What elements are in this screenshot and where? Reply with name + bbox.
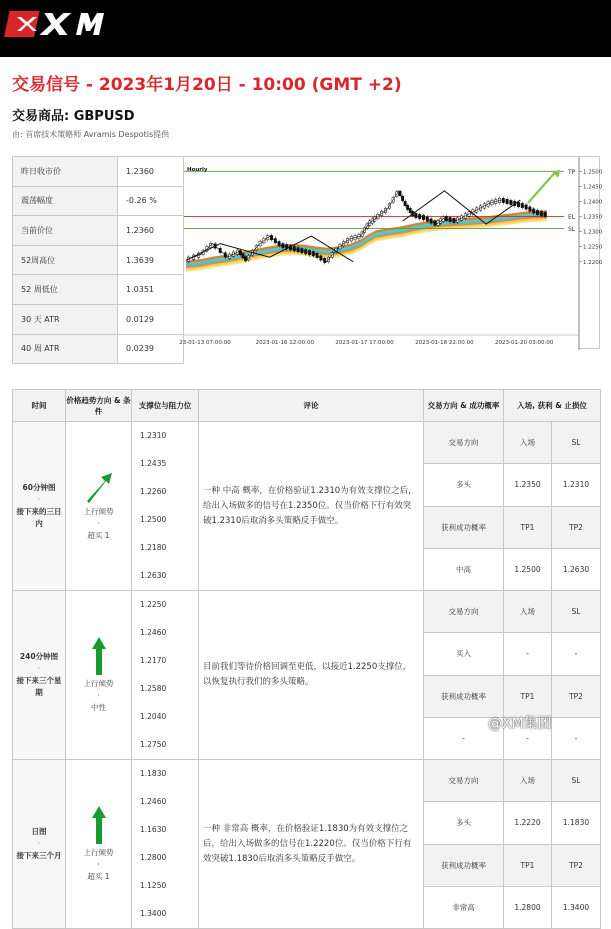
y-tick-label: 1.2300 — [583, 229, 603, 236]
trade-detail-cell: - — [424, 717, 504, 759]
level-pair — [140, 760, 198, 816]
resistance-level: 1.2800 — [140, 853, 167, 862]
trade-detail-cell: TP1 — [504, 506, 552, 548]
comment-cell: 一种 中高 概率，在价格验证1.2310为有效支撑位之后，给出入场做多的信号在1.2350位。仅当价格下行有效突破1.2310后取消多头策略反手做空。 — [199, 422, 424, 591]
trade-detail-cell: 获利成功概率 — [424, 675, 504, 717]
header-entry: 入场, 获利 & 止损位 — [504, 390, 601, 422]
level-pair — [140, 534, 198, 590]
trend-cell — [66, 591, 132, 760]
resistance-level: 1.2435 — [140, 459, 167, 468]
trade-detail-cell: TP1 — [504, 844, 552, 886]
trade-detail-cell: 获利成功概率 — [424, 506, 504, 548]
timeframe-cell — [13, 422, 66, 591]
condition-label: 超买 1 — [87, 872, 110, 881]
levels-cell — [132, 422, 199, 591]
separator-dot: · — [37, 495, 41, 504]
stat-label: 52周高位 — [13, 245, 118, 275]
author-byline: 由: 首席技术策略师 Avramis Despotis提供 — [12, 130, 170, 139]
level-pair — [140, 591, 198, 647]
resistance-level: 1.2580 — [140, 684, 167, 693]
y-tick-label: 1.2350 — [583, 214, 603, 221]
stat-value: -0.26 % — [118, 186, 184, 216]
trade-detail-cell: - — [504, 717, 552, 759]
trade-detail-cell: TP2 — [552, 506, 601, 548]
trade-detail-cell: 1.2220 — [504, 802, 552, 844]
stats-row — [13, 186, 184, 216]
signal-subrow — [13, 591, 601, 633]
resistance-level: 1.3400 — [140, 909, 167, 918]
support-level: 1.1250 — [140, 881, 167, 890]
trade-detail-cell: 入场 — [504, 422, 552, 464]
stats-row — [13, 275, 184, 305]
stat-label: 30 天 ATR — [13, 304, 118, 334]
trade-detail-cell: 1.2310 — [552, 464, 601, 506]
timeframe-cell — [13, 760, 66, 929]
trade-detail-cell: 1.2350 — [504, 464, 552, 506]
x-tick-label: 2023-01-16 12:00:00 — [255, 340, 315, 346]
trade-detail-cell: 1.2630 — [552, 548, 601, 590]
header-levels: 支撑位与阻力位 — [132, 390, 199, 422]
xm-logo[interactable] — [10, 9, 105, 39]
arrow-up-right-icon — [84, 470, 114, 504]
stat-label: 52 周低位 — [13, 275, 118, 305]
header-timeframe: 时间 — [13, 390, 66, 422]
trend-label: 上行倾势 — [83, 507, 114, 516]
y-tick-label: 1.2400 — [583, 199, 603, 206]
timeframe-label: 240分钟图 — [19, 652, 59, 661]
timeframe-horizon: 接下来的三日内 — [16, 507, 62, 528]
support-level: 1.2250 — [140, 600, 167, 609]
stat-value: 1.3639 — [118, 245, 184, 275]
price-chart — [179, 156, 603, 349]
trend-cell — [66, 760, 132, 929]
level-pair — [140, 478, 198, 534]
support-level: 1.1830 — [140, 769, 167, 778]
arrow-up-icon — [91, 636, 107, 676]
trade-detail-cell: 入场 — [504, 760, 552, 802]
level-pair — [140, 647, 198, 703]
resistance-level: 1.2460 — [140, 797, 167, 806]
separator-dot: · — [37, 839, 41, 848]
signal-table — [12, 389, 601, 929]
support-level: 1.2040 — [140, 712, 167, 721]
trade-detail-cell: SL — [552, 422, 601, 464]
level-pair — [140, 703, 198, 759]
resistance-level: 1.2500 — [140, 515, 167, 524]
trade-detail-cell: SL — [552, 591, 601, 633]
trade-detail-cell: - — [552, 717, 601, 759]
level-label-tp: TP — [568, 168, 576, 176]
condition-label: 超买 1 — [87, 531, 110, 540]
support-level: 1.2180 — [140, 543, 167, 552]
trade-detail-cell: 交易方向 — [424, 422, 504, 464]
comment-cell: 一种 非常高 概率，在价格验证1.1830为有效支撑位之后，给出入场做多的信号在1.2220位。仅当价格下行有效突破1.1830后取消多头策略反手做空。 — [199, 760, 424, 929]
resistance-level: 1.2750 — [140, 740, 167, 749]
trade-detail-cell: 1.1830 — [552, 802, 601, 844]
stat-label: 当前价位 — [13, 216, 118, 246]
stats-row — [13, 216, 184, 246]
trade-detail-cell: - — [504, 633, 552, 675]
separator-dot: · — [97, 860, 100, 869]
trade-detail-cell: 多头 — [424, 802, 504, 844]
stat-value: 0.0129 — [118, 304, 184, 334]
level-pair — [140, 816, 198, 872]
level-label-el: EL — [568, 214, 576, 222]
signal-subrow — [13, 760, 601, 802]
watermark: @XM集团 — [488, 716, 552, 732]
trade-detail-cell: 获利成功概率 — [424, 844, 504, 886]
timeframe-label: 60分钟图 — [22, 483, 56, 492]
stat-label: 40 周 ATR — [13, 334, 118, 364]
support-level: 1.2260 — [140, 487, 167, 496]
level-pair — [140, 872, 198, 928]
trade-detail-cell: TP2 — [552, 844, 601, 886]
y-tick-label: 1.2450 — [583, 184, 603, 191]
stats-row — [13, 334, 184, 364]
level-label-sl: SL — [568, 226, 576, 234]
separator-dot: · — [97, 519, 100, 528]
instrument-label: 交易商品: GBPUSD — [12, 109, 135, 124]
trend-cell — [66, 422, 132, 591]
separator-dot: · — [97, 691, 100, 700]
support-level: 1.2170 — [140, 656, 167, 665]
levels-cell — [132, 760, 199, 929]
support-level: 1.2310 — [140, 431, 167, 440]
trade-detail-cell: TP1 — [504, 675, 552, 717]
page-title: 交易信号 - 2023年1月20日 - 10:00 (GMT +2) — [12, 75, 402, 95]
resistance-level: 1.2460 — [140, 628, 167, 637]
signal-table-header — [13, 390, 601, 422]
trade-detail-cell: 买入 — [424, 633, 504, 675]
trade-detail-cell: SL — [552, 760, 601, 802]
stat-value: 0.0239 — [118, 334, 184, 364]
trade-detail-cell: 交易方向 — [424, 591, 504, 633]
trade-detail-cell: 1.3400 — [552, 886, 601, 928]
x-tick-label: 2023-01-17 17:00:00 — [335, 340, 394, 346]
stats-table — [12, 156, 184, 364]
trade-detail-cell: 非常高 — [424, 886, 504, 928]
header-trend: 价格趋势方向 & 条件 — [66, 390, 132, 422]
levels-cell — [132, 591, 199, 760]
header-direction: 交易方向 & 成功概率 — [424, 390, 504, 422]
trade-detail-cell: 入场 — [504, 591, 552, 633]
support-level: 1.1630 — [140, 825, 167, 834]
trade-detail-cell: TP2 — [552, 675, 601, 717]
condition-label: 中性 — [91, 703, 106, 712]
stat-value: 1.2360 — [118, 157, 184, 187]
resistance-level: 1.2630 — [140, 571, 167, 580]
trade-detail-cell: 1.2800 — [504, 886, 552, 928]
timeframe-horizon: 接下来三个月 — [16, 851, 62, 860]
trade-detail-cell: 中高 — [424, 548, 504, 590]
chart-title: Hourly — [187, 167, 208, 173]
stat-value: 1.2360 — [118, 216, 184, 246]
y-tick-label: 1.2500 — [583, 169, 603, 176]
x-tick-label: 2023-01-20 03:00:00 — [494, 340, 554, 346]
stats-row — [13, 304, 184, 334]
level-pair — [140, 422, 198, 478]
arrow-up-icon — [91, 805, 107, 845]
y-tick-label: 1.2200 — [583, 259, 603, 266]
x-tick-label: 2023-01-18 22:00:00 — [415, 340, 474, 346]
timeframe-horizon: 接下来三个星期 — [16, 676, 62, 697]
stats-row — [13, 157, 184, 187]
stats-row — [13, 245, 184, 275]
x-tick-label: 23-01-13 07:00:00 — [179, 340, 231, 346]
trade-detail-cell: 多头 — [424, 464, 504, 506]
timeframe-label: 日图 — [31, 827, 47, 836]
signal-subrow — [13, 422, 601, 464]
comment-cell: 目前我们等待价格回调至更低，以接近1.2250支撑位，以恢复执行我们的多头策略。 — [199, 591, 424, 760]
stat-label: 昨日收市价 — [13, 157, 118, 187]
y-tick-label: 1.2250 — [583, 244, 603, 251]
timeframe-cell — [13, 591, 66, 760]
stat-label: 震荡幅度 — [13, 186, 118, 216]
trade-detail-cell: 交易方向 — [424, 760, 504, 802]
separator-dot: · — [37, 664, 41, 673]
trend-label: 上行倾势 — [83, 848, 114, 857]
trend-label: 上行倾势 — [83, 679, 114, 688]
stat-value: 1.0351 — [118, 275, 184, 305]
price-chart-svg — [179, 157, 603, 350]
trade-detail-cell: - — [552, 633, 601, 675]
header-comment: 评论 — [199, 390, 424, 422]
header-bar — [0, 0, 611, 57]
trade-detail-cell: 1.2500 — [504, 548, 552, 590]
